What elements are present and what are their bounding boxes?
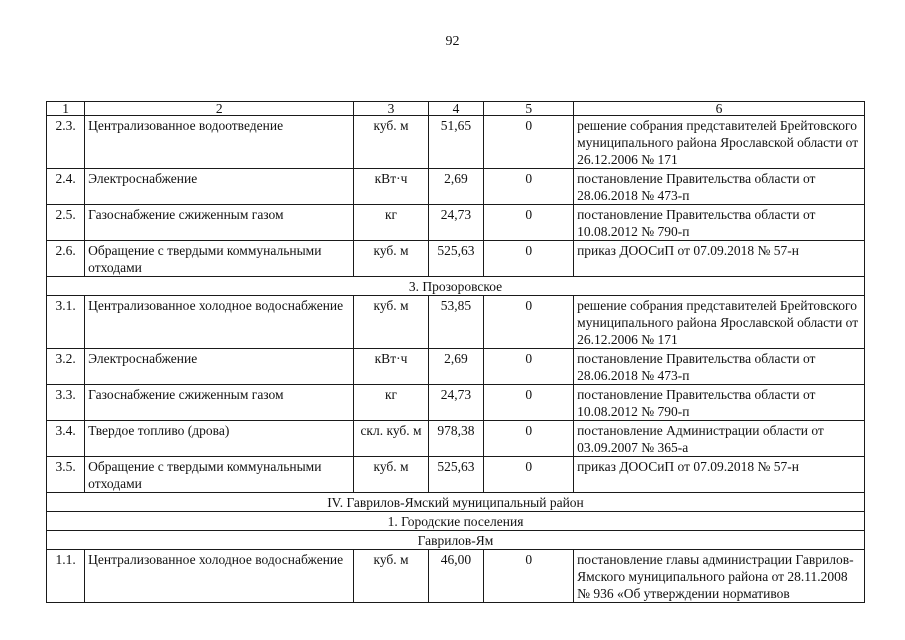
section-heading: IV. Гаврилов-Ямский муниципальный район [47,493,865,512]
header-cell-number: 1 [47,102,85,116]
unit: куб. м [354,457,428,493]
unit: скл. куб. м [354,421,428,457]
norm-value: 2,69 [428,349,484,385]
unit: кВт·ч [354,169,428,205]
column-5-value: 0 [484,241,574,277]
row-number: 3.4. [47,421,85,457]
legal-basis: приказ ДООСиП от 07.09.2018 № 57-н [574,241,865,277]
section-row [47,512,865,531]
unit: куб. м [354,241,428,277]
unit: куб. м [354,116,428,169]
service-name: Обращение с твердыми коммунальными отходами [85,241,354,277]
table-row [47,457,865,493]
service-name: Централизованное холодное водоснабжение [85,550,354,603]
legal-basis: решение собрания представителей Брейтовского муниципального района Ярославской области от 26.12.2006 № 171 [574,116,865,169]
row-number: 2.5. [47,205,85,241]
norm-value: 24,73 [428,205,484,241]
norm-value: 53,85 [428,296,484,349]
row-number: 3.2. [47,349,85,385]
service-name: Твердое топливо (дрова) [85,421,354,457]
legal-basis: решение собрания представителей Брейтовского муниципального района Ярославской области от 26.12.2006 № 171 [574,296,865,349]
table-row [47,421,865,457]
table-row [47,116,865,169]
legal-basis: постановление Администрации области от 03.09.2007 № 365-а [574,421,865,457]
unit: кг [354,385,428,421]
column-5-value: 0 [484,550,574,603]
service-name: Электроснабжение [85,349,354,385]
service-name: Обращение с твердыми коммунальными отходами [85,457,354,493]
row-number: 2.3. [47,116,85,169]
norm-value: 525,63 [428,241,484,277]
column-5-value: 0 [484,169,574,205]
table-row [47,385,865,421]
norm-value: 978,38 [428,421,484,457]
norm-value: 24,73 [428,385,484,421]
legal-basis: постановление Правительства области от 28.06.2018 № 473-п [574,169,865,205]
row-number: 3.3. [47,385,85,421]
header-cell-value: 4 [428,102,484,116]
service-name: Газоснабжение сжиженным газом [85,385,354,421]
row-number: 1.1. [47,550,85,603]
unit: кВт·ч [354,349,428,385]
section-heading: 3. Прозоровское [47,277,865,296]
column-5-value: 0 [484,421,574,457]
column-5-value: 0 [484,385,574,421]
service-name: Централизованное холодное водоснабжение [85,296,354,349]
section-row [47,277,865,296]
norms-table [46,101,865,603]
unit: куб. м [354,296,428,349]
header-cell-service: 2 [85,102,354,116]
section-row [47,493,865,512]
service-name: Газоснабжение сжиженным газом [85,205,354,241]
section-heading: 1. Городские поселения [47,512,865,531]
unit: кг [354,205,428,241]
norm-value: 525,63 [428,457,484,493]
header-cell-col5: 5 [484,102,574,116]
legal-basis: постановление Правительства области от 10.08.2012 № 790-п [574,385,865,421]
column-5-value: 0 [484,349,574,385]
row-number: 2.4. [47,169,85,205]
page-number: 92 [445,34,460,49]
column-5-value: 0 [484,296,574,349]
row-number: 2.6. [47,241,85,277]
table-header-row [47,102,865,116]
section-row [47,531,865,550]
table-row [47,205,865,241]
table-row [47,550,865,603]
service-name: Централизованное водоотведение [85,116,354,169]
unit: куб. м [354,550,428,603]
column-5-value: 0 [484,457,574,493]
norm-value: 2,69 [428,169,484,205]
service-name: Электроснабжение [85,169,354,205]
column-5-value: 0 [484,205,574,241]
header-cell-basis: 6 [574,102,865,116]
legal-basis: постановление Правительства области от 10.08.2012 № 790-п [574,205,865,241]
legal-basis: постановление Правительства области от 28.06.2018 № 473-п [574,349,865,385]
row-number: 3.1. [47,296,85,349]
row-number: 3.5. [47,457,85,493]
table-row [47,349,865,385]
norm-value: 46,00 [428,550,484,603]
table-row [47,169,865,205]
header-cell-unit: 3 [354,102,428,116]
column-5-value: 0 [484,116,574,169]
table-row [47,241,865,277]
norms-table-body [47,102,865,603]
norm-value: 51,65 [428,116,484,169]
table-row [47,296,865,349]
section-heading: Гаврилов-Ям [47,531,865,550]
legal-basis: приказ ДООСиП от 07.09.2018 № 57-н [574,457,865,493]
legal-basis: постановление главы администрации Гаврилов-Ямского муниципального района от 28.11.2008 № 936 «Об утверждении нормативов [574,550,865,603]
